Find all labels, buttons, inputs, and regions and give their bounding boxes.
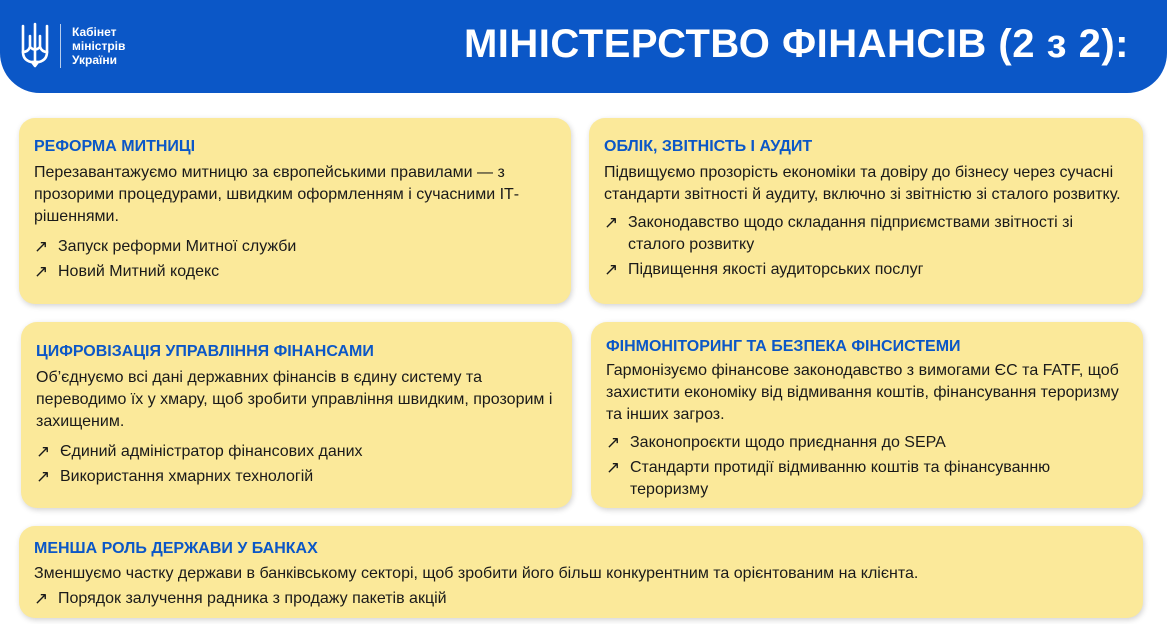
arrow-up-right-icon: ↗ — [604, 260, 619, 279]
list-item-text: Законодавство щодо складання підприємствами звітності зі сталого розвитку — [628, 214, 1074, 253]
card-body: Перезавантажуємо митницю за європейськими правилами — з прозорими процедурами, швидким оформленням і сучасними ІТ-рішеннями. — [34, 164, 520, 225]
card-title: ОБЛІК, ЗВІТНІСТЬ І АУДИТ — [604, 138, 813, 155]
arrow-up-right-icon: ↗ — [606, 458, 621, 477]
arrow-up-right-icon: ↗ — [34, 262, 49, 281]
card-finance-digitalization — [21, 322, 572, 508]
list-item — [36, 441, 558, 463]
list-item-text: Запуск реформи Митної служби — [58, 238, 297, 255]
logo-line-1: Кабінет — [72, 25, 117, 39]
card-customs-reform — [19, 118, 571, 304]
card-title: МЕНША РОЛЬ ДЕРЖАВИ У БАНКАХ — [34, 540, 318, 557]
card-accounting-audit — [589, 118, 1143, 304]
arrow-up-right-icon: ↗ — [34, 589, 49, 608]
trident-emblem-icon — [20, 22, 50, 70]
cabinet-logo[interactable] — [20, 22, 125, 70]
arrow-up-right-icon: ↗ — [34, 237, 49, 256]
list-item-text: Єдиний адміністратор фінансових даних — [60, 443, 363, 460]
list-item-text: Стандарти протидії відмиванню коштів та фінансуванню тероризму — [630, 459, 1051, 498]
list-item-text: Новий Митний кодекс — [58, 263, 220, 280]
list-item — [604, 259, 1129, 281]
page-title: МІНІСТЕРСТВО ФІНАНСІВ (2 з 2): — [463, 22, 1129, 66]
card-financial-monitoring — [591, 322, 1143, 508]
card-list — [34, 236, 557, 283]
card-title: ЦИФРОВІЗАЦІЯ УПРАВЛІННЯ ФІНАНСАМИ — [36, 343, 374, 360]
list-item-text: Порядок залучення радника з продажу пакетів акцій — [58, 590, 447, 607]
list-item — [34, 261, 557, 283]
card-body: Зменшуємо частку держави в банківському секторі, щоб зробити його більш конкурентним та орієнтованим на клієнта. — [34, 565, 919, 582]
card-title: ФІНМОНІТОРИНГ ТА БЕЗПЕКА ФІНСИСТЕМИ — [606, 338, 961, 355]
card-list — [36, 441, 558, 488]
list-item — [34, 588, 1129, 610]
card-body: Об’єднуємо всі дані державних фінансів в єдину систему та переводимо їх у хмару, щоб зробити управління швидким, прозорим і захищеним. — [36, 369, 553, 430]
card-list — [34, 588, 1129, 610]
list-item — [36, 466, 558, 488]
card-body: Гармонізуємо фінансове законодавство з вимогами ЄС та FATF, щоб захистити економіку від відмивання коштів, фінансування тероризму та інших загроз. — [606, 362, 1119, 423]
header-banner — [0, 0, 1167, 93]
logo-text — [72, 25, 125, 67]
logo-line-2: міністрів — [72, 39, 126, 53]
card-body: Підвищуємо прозорість економіки та довіру до бізнесу через сучасні стандарти звітності й аудиту, включно зі звітністю зі сталого розвитку. — [604, 164, 1121, 203]
arrow-up-right-icon: ↗ — [606, 433, 621, 452]
arrow-up-right-icon: ↗ — [36, 442, 51, 461]
card-list — [606, 432, 1129, 501]
logo-line-3: України — [72, 53, 118, 67]
card-state-role-banks — [19, 526, 1143, 618]
logo-divider — [60, 24, 61, 68]
list-item-text: Підвищення якості аудиторських послуг — [628, 261, 924, 278]
arrow-up-right-icon: ↗ — [604, 213, 619, 232]
list-item-text: Використання хмарних технологій — [60, 468, 314, 485]
arrow-up-right-icon: ↗ — [36, 467, 51, 486]
list-item — [34, 236, 557, 258]
list-item — [604, 212, 1129, 256]
card-title: РЕФОРМА МИТНИЦІ — [34, 138, 196, 155]
list-item — [606, 432, 1129, 454]
list-item-text: Законопроєкти щодо приєднання до SEPA — [630, 434, 946, 451]
card-list — [604, 212, 1129, 281]
list-item — [606, 457, 1129, 501]
